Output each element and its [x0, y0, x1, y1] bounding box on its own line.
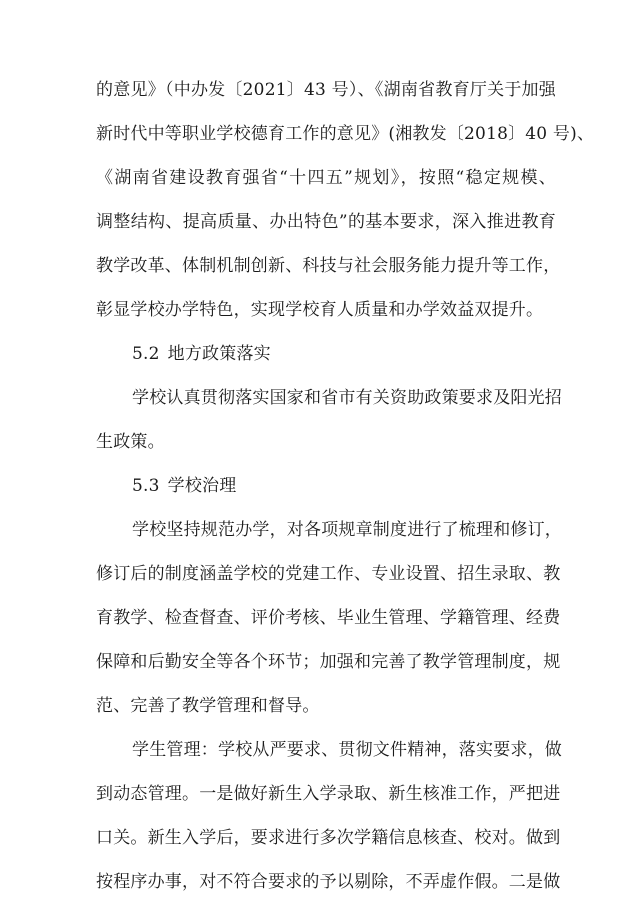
text-line: 生政策。 — [96, 432, 165, 452]
text-line: 教学改革、体制机制创新、科技与社会服务能力提升等工作， — [96, 256, 561, 276]
text-line: 学校坚持规范办学，对各项规章制度进行了梳理和修订， — [132, 520, 562, 540]
text-line: 范、完善了教学管理和督导。 — [96, 696, 320, 716]
text-line: 修订后的制度涵盖学校的党建工作、专业设置、招生录取、教 — [96, 564, 561, 584]
text-line: 育教学、检查督查、评价考核、毕业生管理、学籍管理、经费 — [96, 608, 561, 628]
text-line: 保障和后勤安全等各个环节；加强和完善了教学管理制度，规 — [96, 652, 561, 672]
text-line: 调整结构、提高质量、办出特色”的基本要求，深入推进教育 — [96, 212, 556, 232]
text-line: 学生管理：学校从严要求、贯彻文件精神，落实要求，做 — [132, 740, 562, 760]
section-heading-5-2 — [132, 343, 271, 365]
section-title: 学校治理 — [167, 476, 237, 496]
text-line: 的意见》（中办发〔2021〕43 号）、《湖南省教育厅关于加强 — [96, 80, 556, 100]
text-line: 学校认真贯彻落实国家和省市有关资助政策要求及阳光招 — [132, 388, 562, 408]
text-line: 《湖南省建设教育强省“十四五”规划》，按照“稳定规模、 — [96, 168, 556, 188]
section-heading-5-3 — [132, 475, 236, 497]
text-line: 按程序办事，对不符合要求的予以剔除，不弄虚作假。二是做 — [96, 872, 561, 892]
text-line: 口关。新生入学后，要求进行多次学籍信息核查、校对。做到 — [96, 828, 561, 848]
text-line: 新时代中等职业学校德育工作的意见》(湘教发〔2018〕40 号)、 — [96, 124, 595, 144]
section-number: 5.2 — [132, 344, 160, 364]
text-line: 彰显学校办学特色，实现学校育人质量和办学效益双提升。 — [96, 300, 544, 320]
text-line: 到动态管理。一是做好新生入学录取、新生核准工作，严把进 — [96, 784, 561, 804]
section-title: 地方政策落实 — [167, 344, 271, 364]
section-number: 5.3 — [132, 476, 160, 496]
